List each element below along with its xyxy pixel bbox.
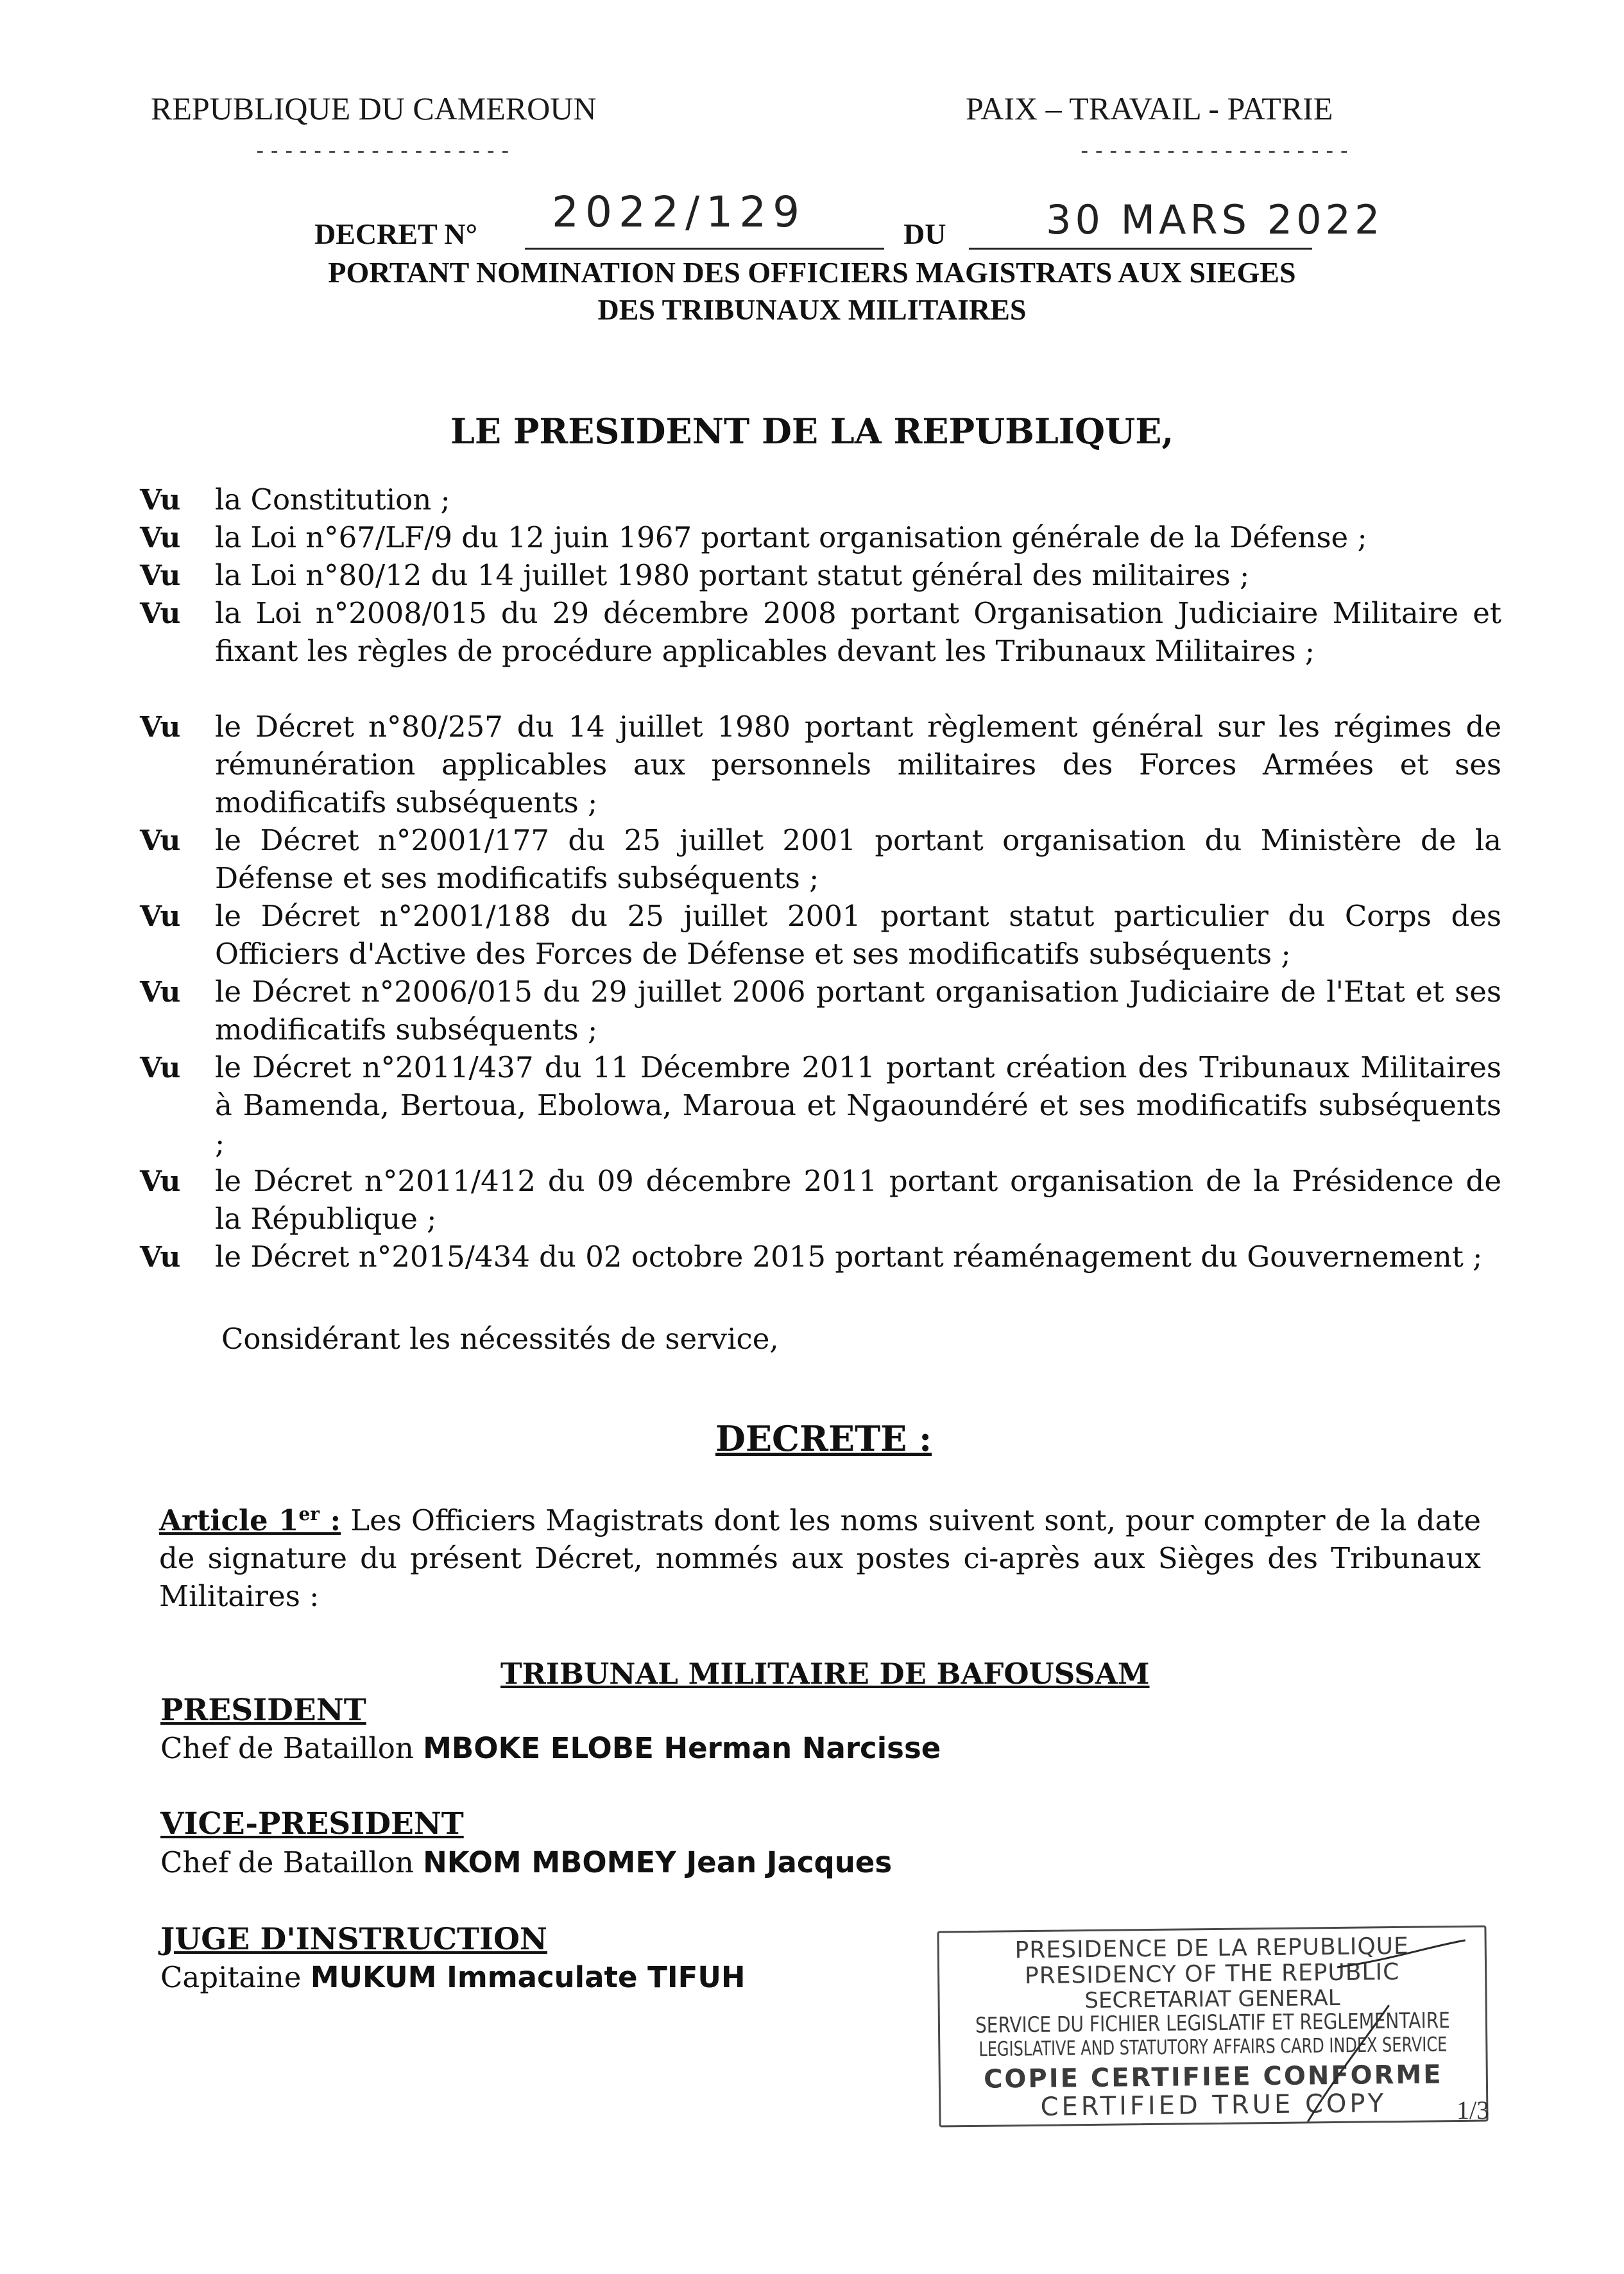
decree-du: DU — [903, 218, 946, 250]
visa-decret-2001-177: le Décret n°2001/177 du 25 juillet 2001 portant organisation du Ministère de la Défense et ses modificatifs subséquents ; — [215, 823, 1501, 895]
visa-decret-1980: le Décret n°80/257 du 14 juillet 1980 portant règlement général sur les régimes de rémunération applicables aux personnels militaires des Forces Armées et ses modificatifs subséquents ; — [215, 710, 1501, 819]
header-right-rule: ------------------- — [1078, 138, 1352, 164]
vu-label: Vu — [140, 1241, 181, 1274]
decree-prefix: DECRET N° — [314, 218, 477, 250]
president-heading: LE PRESIDENT DE LA REPUBLIQUE, — [450, 411, 1174, 452]
visa-decret-2011-437: le Décret n°2011/437 du 11 Décembre 2011 portant création des Tribunaux Militaires à Bamenda, Bertoua, Ebolowa, Maroua et Ngaoundéré et ses modificatifs subséquents ; — [215, 1050, 1501, 1160]
vu-label: Vu — [140, 597, 181, 630]
article-1 — [159, 1495, 1481, 1615]
article-1-label: Article 1er : — [159, 1503, 341, 1537]
signature-stroke — [939, 1928, 1486, 2126]
decree-number: 2022/129 — [552, 187, 807, 237]
vu-label: Vu — [140, 711, 181, 744]
vu-label: Vu — [140, 484, 181, 517]
stamp-line-6: COPIE CERTIFIEE CONFORME — [983, 2060, 1443, 2094]
decree-title-line1: PORTANT NOMINATION DES OFFICIERS MAGISTRATS AUX SIEGES — [328, 256, 1296, 289]
decree-number-underline — [525, 248, 884, 250]
visa-decret-2015: le Décret n°2015/434 du 02 octobre 2015 portant réaménagement du Gouvernement ; — [215, 1240, 1483, 1274]
vu-label: Vu — [140, 1165, 181, 1198]
vu-label: Vu — [140, 976, 181, 1009]
visa-constitution: la Constitution ; — [215, 483, 450, 517]
appointee-juge-instruction: Capitaine MUKUM Immaculate TIFUH — [160, 1960, 746, 1994]
stamp-line-5: LEGISLATIVE AND STATUTORY AFFAIRS CARD INDEX SERVICE — [979, 2032, 1448, 2062]
vu-label: Vu — [140, 560, 181, 592]
tribunal-name: TRIBUNAL MILITAIRE DE BAFOUSSAM — [500, 1657, 1150, 1691]
visa-decret-2011-412: le Décret n°2011/412 du 09 décembre 2011 portant organisation de la Présidence de la République ; — [215, 1164, 1501, 1236]
role-juge-instruction: JUGE D'INSTRUCTION — [160, 1922, 547, 1957]
appointee-vice-president: Chef de Bataillon NKOM MBOMEY Jean Jacques — [160, 1845, 893, 1879]
visa-loi-1967: la Loi n°67/LF/9 du 12 juin 1967 portant organisation générale de la Défense ; — [215, 520, 1367, 554]
decrete-heading: DECRETE : — [715, 1418, 932, 1459]
header-motto: PAIX – TRAVAIL - PATRIE — [966, 90, 1333, 126]
decree-title-line2: DES TRIBUNAUX MILITAIRES — [597, 293, 1027, 326]
stamp-line-7: CERTIFIED TRUE COPY — [1040, 2089, 1387, 2122]
visa-loi-2008: la Loi n°2008/015 du 29 décembre 2008 portant Organisation Judiciaire Militaire et fixant les règles de procédure applicables devant les Tribunaux Militaires ; — [215, 596, 1501, 668]
vu-label: Vu — [140, 825, 181, 857]
vu-label: Vu — [140, 522, 181, 554]
visa-decret-2006: le Décret n°2006/015 du 29 juillet 2006 portant organisation Judiciaire de l'Etat et ses modificatifs subséquents ; — [215, 975, 1501, 1047]
role-president: PRESIDENT — [160, 1693, 366, 1728]
decree-date-underline — [969, 248, 1312, 250]
stamp-line-2: PRESIDENCY OF THE REPUBLIC — [1024, 1958, 1400, 1990]
visa-loi-1980: la Loi n°80/12 du 14 juillet 1980 portant statut général des militaires ; — [215, 558, 1250, 592]
header-republic: REPUBLIQUE DU CAMEROUN — [151, 90, 597, 126]
vu-label: Vu — [140, 1052, 181, 1084]
vu-label: Vu — [140, 900, 181, 933]
stamp-line-3: SECRETARIAT GENERAL — [1084, 1985, 1340, 2014]
decree-date: 30 MARS 2022 — [1046, 196, 1384, 243]
stamp-line-1: PRESIDENCE DE LA REPUBLIQUE — [1014, 1933, 1410, 1964]
certification-stamp — [937, 1926, 1488, 2128]
visa-decret-2001-188: le Décret n°2001/188 du 25 juillet 2001 portant statut particulier du Corps des Officiers d'Active des Forces de Défense et ses modificatifs subséquents ; — [215, 899, 1501, 971]
considerant: Considérant les nécessités de service, — [221, 1322, 779, 1356]
header-left-rule: ------------------ — [253, 138, 513, 164]
appointee-president: Chef de Bataillon MBOKE ELOBE Herman Narcisse — [160, 1731, 941, 1765]
stamp-line-4: SERVICE DU FICHIER LEGISLATIF ET REGLEMENTAIRE — [975, 2007, 1451, 2039]
article-1-text: Les Officiers Magistrats dont les noms suivent sont, pour compter de la date de signature du présent Décret, nommés aux postes ci-après aux Sièges des Tribunaux Militaires : — [159, 1503, 1481, 1613]
page-number: 1/3 — [1457, 2096, 1490, 2124]
role-vice-president: VICE-PRESIDENT — [160, 1806, 464, 1842]
